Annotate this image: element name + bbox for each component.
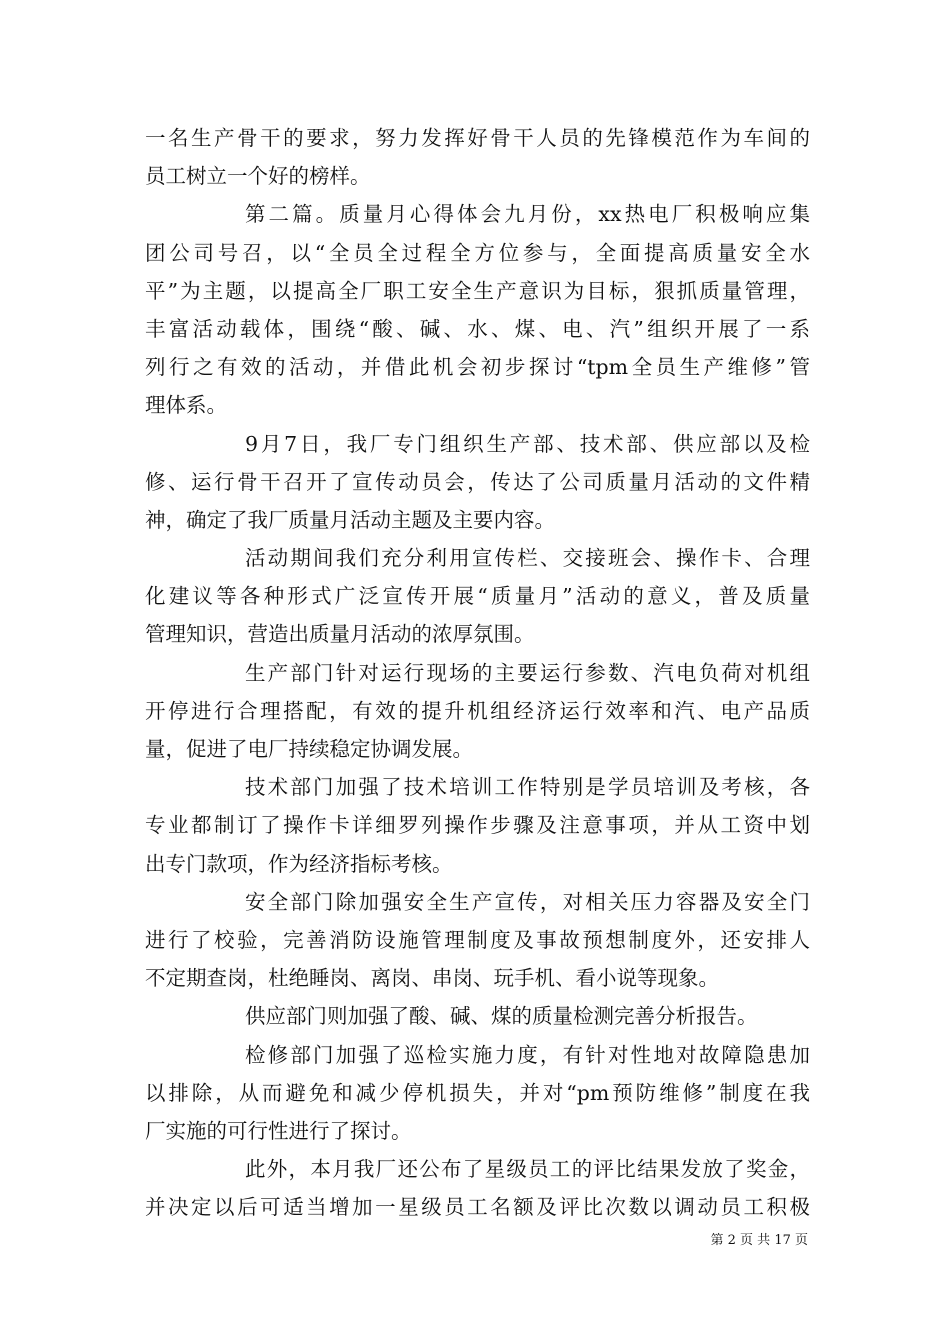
text-line: 检修部门加强了巡检实施力度，有针对性地对故障隐患加 [245,1042,810,1067]
text-line: 不定期查岗，杜绝睡岗、离岗、串岗、玩手机、看小说等现象。 [145,966,719,991]
text-line: 理体系。 [145,393,227,418]
text-line: 生产部门针对运行现场的主要运行参数、汽电负荷对机组 [245,660,810,685]
text-line: 供应部门则加强了酸、碱、煤的质量检测完善分析报告。 [245,1004,758,1029]
text-line: 安全部门除加强安全生产宣传，对相关压力容器及安全门 [245,889,810,914]
body-text [145,119,810,1226]
text-line: 神，确定了我厂质量月活动主题及主要内容。 [145,507,555,532]
text-line: 活动期间我们充分利用宣传栏、交接班会、操作卡、合理 [245,546,810,571]
text-line: 化建议等各种形式广泛宣传开展“质量月”活动的意义，普及质量 [145,584,810,609]
text-line: 员工树立一个好的榜样。 [145,164,371,189]
text-line: 团公司号召，以“全员全过程全方位参与，全面提高质量安全水 [145,240,810,265]
text-line: 修、运行骨干召开了宣传动员会，传达了公司质量月活动的文件精 [145,469,810,494]
text-line: 出专门款项，作为经济指标考核。 [145,851,453,876]
page-number-footer: 第 2 页 共 17 页 [710,1233,808,1248]
text-line: 技术部门加强了技术培训工作特别是学员培训及考核，各 [245,775,810,800]
text-line: 第二篇。质量月心得体会九月份，xx热电厂积极响应集 [245,202,810,227]
text-line: 并决定以后可适当增加一星级员工名额及评比次数以调动员工积极 [145,1195,810,1220]
text-line: 丰富活动载体，围绕“酸、碱、水、煤、电、汽”组织开展了一系 [145,316,810,341]
text-line: 开停进行合理搭配，有效的提升机组经济运行效率和汽、电产品质 [145,698,810,723]
text-line: 厂实施的可行性进行了探讨。 [145,1118,412,1143]
text-line: 9月7日，我厂专门组织生产部、技术部、供应部以及检 [245,431,810,456]
text-line: 量，促进了电厂持续稳定协调发展。 [145,737,473,761]
text-line: 平”为主题，以提高全厂职工安全生产意识为目标，狠抓质量管理， [145,278,810,303]
text-line: 进行了校验，完善消防设施管理制度及事故预想制度外，还安排人 [145,927,810,952]
text-line: 专业都制订了操作卡详细罗列操作步骤及注意事项，并从工资中划 [145,813,810,838]
text-line: 以排除，从而避免和减少停机损失，并对“pm预防维修”制度在我 [145,1080,810,1105]
text-line: 此外，本月我厂还公布了星级员工的评比结果发放了奖金， [245,1157,810,1182]
text-line: 列行之有效的活动，并借此机会初步探讨“tpm全员生产维修”管 [145,355,810,380]
text-line: 一名生产骨干的要求，努力发挥好骨干人员的先锋模范作为车间的 [145,126,810,150]
text-line: 管理知识，营造出质量月活动的浓厚氛围。 [145,622,535,647]
